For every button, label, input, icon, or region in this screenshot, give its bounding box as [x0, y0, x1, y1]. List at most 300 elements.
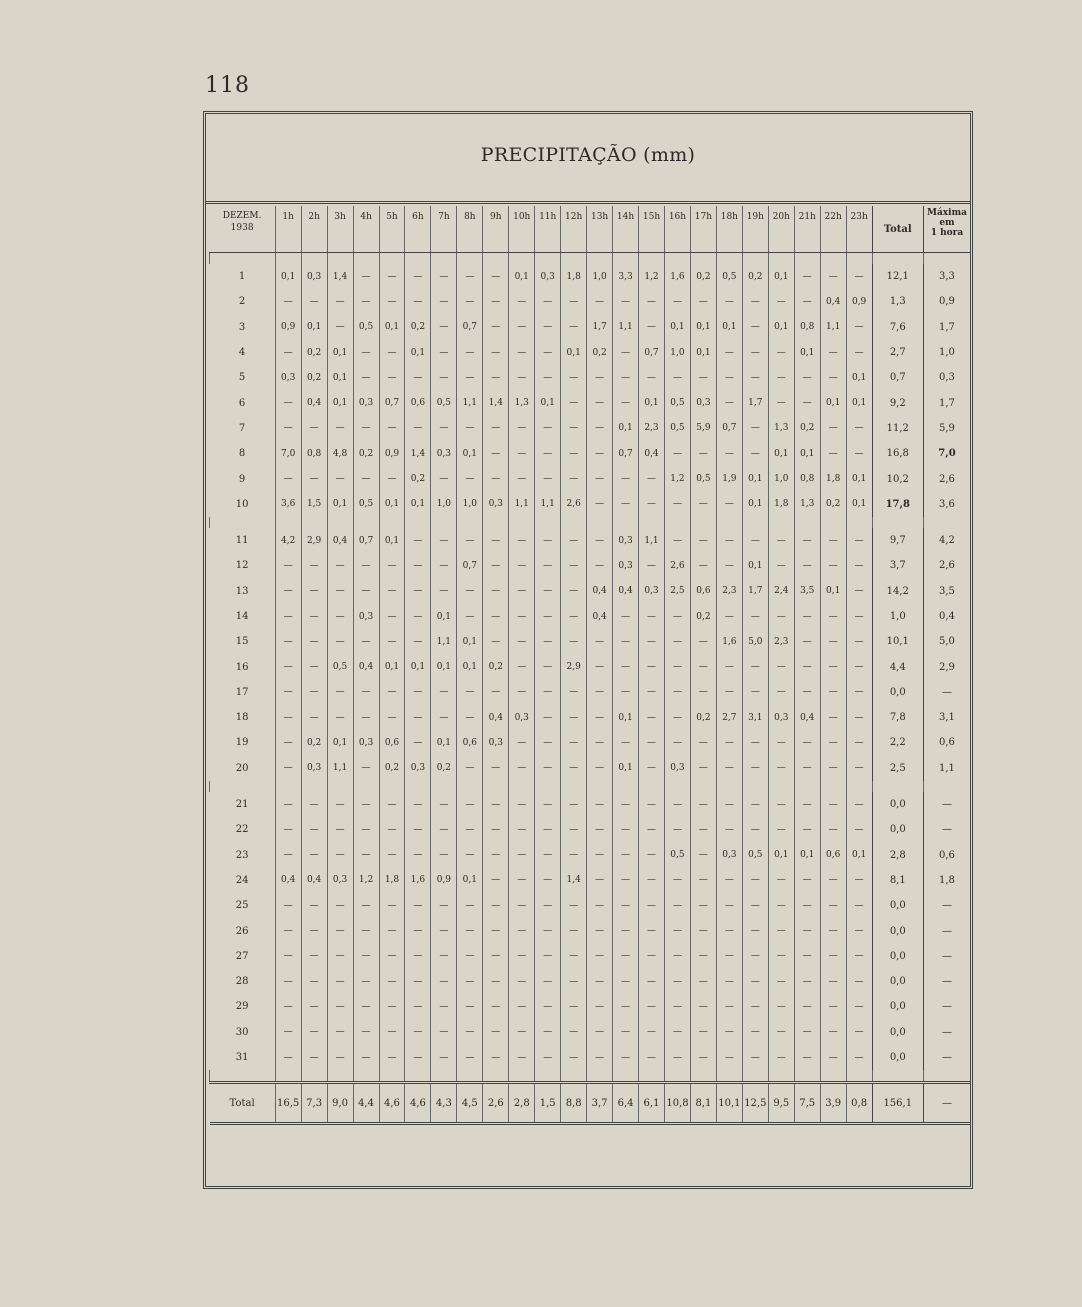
value-cell: 0,3	[613, 553, 639, 578]
value-cell: —	[794, 817, 820, 842]
value-cell: —	[431, 918, 457, 943]
value-cell: —	[587, 756, 613, 781]
row-max-cell: 2,9	[923, 654, 970, 679]
value-cell: 0,3	[690, 390, 716, 415]
value-cell: —	[716, 289, 742, 314]
row-total-cell: 0,0	[872, 1020, 923, 1045]
value-cell: —	[353, 466, 379, 491]
value-cell: —	[820, 680, 846, 705]
value-cell: 2,4	[768, 579, 794, 604]
day-cell: 28	[235, 976, 249, 988]
value-cell: —	[379, 843, 405, 868]
value-cell: —	[327, 553, 353, 578]
value-cell: —	[768, 340, 794, 365]
value-cell: 0,1	[327, 340, 353, 365]
spacer-cell	[742, 253, 768, 265]
day-cell: 6	[238, 397, 246, 409]
value-cell: —	[613, 492, 639, 517]
value-cell: 0,6	[690, 579, 716, 604]
value-cell: —	[716, 730, 742, 755]
value-cell: —	[664, 365, 690, 390]
value-cell: 0,1	[613, 705, 639, 730]
value-cell: —	[457, 365, 483, 390]
value-cell: —	[664, 868, 690, 893]
value-cell: —	[690, 553, 716, 578]
value-cell: —	[509, 843, 535, 868]
total-header: Total	[872, 206, 923, 253]
value-cell: —	[846, 553, 872, 578]
value-cell: —	[483, 315, 509, 340]
value-cell: —	[431, 944, 457, 969]
day-cell: 22	[235, 824, 249, 836]
value-cell: 0,4	[587, 579, 613, 604]
value-cell: —	[509, 792, 535, 817]
value-cell: —	[509, 680, 535, 705]
value-cell: —	[379, 289, 405, 314]
value-cell: —	[405, 264, 431, 289]
value-cell: —	[457, 843, 483, 868]
value-cell: —	[587, 792, 613, 817]
value-cell: 0,1	[716, 315, 742, 340]
value-cell: —	[457, 1045, 483, 1070]
hour-total-cell: 16,5	[275, 1083, 301, 1124]
row-max-cell: 0,9	[923, 289, 970, 314]
value-cell: —	[483, 604, 509, 629]
value-cell: 0,5	[353, 315, 379, 340]
value-cell: —	[820, 654, 846, 679]
spacer-cell	[353, 517, 379, 528]
spacer-cell	[210, 517, 276, 528]
value-cell: —	[690, 969, 716, 994]
hour-total-cell: 2,6	[483, 1083, 509, 1124]
value-cell: 0,1	[379, 528, 405, 553]
hour-header-15: 15h	[639, 206, 665, 253]
value-cell: —	[535, 416, 561, 441]
value-cell: —	[742, 756, 768, 781]
value-cell: —	[483, 843, 509, 868]
value-cell: —	[742, 604, 768, 629]
value-cell: —	[639, 792, 665, 817]
value-cell: —	[301, 1020, 327, 1045]
value-cell: —	[768, 756, 794, 781]
value-cell: —	[483, 994, 509, 1019]
value-cell: —	[509, 553, 535, 578]
value-cell: —	[587, 680, 613, 705]
value-cell: 1,7	[742, 390, 768, 415]
value-cell: —	[742, 969, 768, 994]
value-cell: 0,1	[379, 654, 405, 679]
max-header-line-3: 1 hora	[930, 228, 964, 238]
value-cell: 0,5	[431, 390, 457, 415]
value-cell: —	[794, 730, 820, 755]
hour-total-cell: 6,4	[613, 1083, 639, 1124]
value-cell: —	[846, 944, 872, 969]
value-cell: —	[587, 365, 613, 390]
value-cell: —	[275, 466, 301, 491]
spacer-cell	[327, 1070, 353, 1083]
spacer-cell	[327, 781, 353, 792]
value-cell: —	[742, 441, 768, 466]
hour-header-3: 3h	[327, 206, 353, 253]
value-cell: 2,7	[716, 705, 742, 730]
value-cell: 0,2	[405, 466, 431, 491]
spacer-cell	[587, 1070, 613, 1083]
max-header-line-1: Máxima	[926, 208, 967, 218]
value-cell: —	[275, 994, 301, 1019]
hour-header-7: 7h	[431, 206, 457, 253]
value-cell: —	[483, 264, 509, 289]
value-cell: —	[664, 817, 690, 842]
value-cell: —	[716, 817, 742, 842]
value-cell: —	[301, 944, 327, 969]
row-max-cell: 5,0	[923, 629, 970, 654]
spacer-cell	[457, 253, 483, 265]
value-cell: 0,1	[846, 365, 872, 390]
value-cell: —	[379, 604, 405, 629]
spacer-cell	[535, 253, 561, 265]
value-cell: 0,1	[846, 492, 872, 517]
value-cell: —	[846, 730, 872, 755]
spacer-cell	[639, 1070, 665, 1083]
value-cell: —	[664, 629, 690, 654]
value-cell: 0,3	[535, 264, 561, 289]
table-row	[210, 390, 971, 415]
spacer-cell	[405, 1070, 431, 1083]
row-max-cell: 1,1	[923, 756, 970, 781]
row-max-cell: 2,6	[923, 466, 970, 491]
spacer-cell	[639, 781, 665, 792]
value-cell: —	[275, 817, 301, 842]
value-cell: 0,1	[690, 340, 716, 365]
row-total-cell: 1,0	[872, 604, 923, 629]
table-row	[210, 944, 971, 969]
row-max-cell: 1,0	[923, 340, 970, 365]
value-cell: —	[690, 893, 716, 918]
hour-total-cell: 3,9	[820, 1083, 846, 1124]
value-cell: —	[405, 792, 431, 817]
value-cell: 0,1	[742, 466, 768, 491]
spacer-cell	[794, 1070, 820, 1083]
value-cell: 0,7	[639, 340, 665, 365]
value-cell: —	[431, 817, 457, 842]
table-row	[210, 756, 971, 781]
value-cell: —	[483, 944, 509, 969]
value-cell: 1,1	[509, 492, 535, 517]
spacer-cell	[405, 517, 431, 528]
row-max-cell: 2,6	[923, 553, 970, 578]
value-cell: —	[794, 553, 820, 578]
value-cell: —	[405, 629, 431, 654]
value-cell: 0,1	[820, 579, 846, 604]
value-cell: —	[431, 289, 457, 314]
row-total-cell: 9,7	[872, 528, 923, 553]
spacer-cell	[275, 253, 301, 265]
value-cell: 4,8	[327, 441, 353, 466]
value-cell: —	[483, 416, 509, 441]
spacer-cell	[210, 781, 276, 792]
value-cell: 1,7	[587, 315, 613, 340]
value-cell: —	[457, 579, 483, 604]
row-max-cell: 1,7	[923, 315, 970, 340]
value-cell: 0,1	[768, 315, 794, 340]
value-cell: —	[613, 466, 639, 491]
value-cell: —	[639, 492, 665, 517]
spacer-cell	[587, 517, 613, 528]
value-cell: —	[690, 918, 716, 943]
year-label: 1938	[230, 223, 254, 233]
hour-total-cell: 0,8	[846, 1083, 872, 1124]
row-total-cell: 2,5	[872, 756, 923, 781]
value-cell: 0,1	[846, 843, 872, 868]
row-total-cell: 9,2	[872, 390, 923, 415]
hour-header-19: 19h	[742, 206, 768, 253]
value-cell: —	[561, 918, 587, 943]
value-cell: —	[431, 528, 457, 553]
value-cell: 0,2	[742, 264, 768, 289]
hour-total-cell: 9,0	[327, 1083, 353, 1124]
value-cell: —	[405, 730, 431, 755]
value-cell: 0,5	[664, 390, 690, 415]
value-cell: —	[846, 918, 872, 943]
row-total-cell: 8,1	[872, 868, 923, 893]
value-cell: —	[405, 416, 431, 441]
value-cell: 0,9	[846, 289, 872, 314]
value-cell: —	[431, 315, 457, 340]
value-cell: —	[561, 1020, 587, 1045]
value-cell: —	[353, 817, 379, 842]
row-total-cell: 7,6	[872, 315, 923, 340]
spacer-cell	[509, 1070, 535, 1083]
day-cell: 13	[235, 585, 249, 597]
value-cell: 1,1	[820, 315, 846, 340]
value-cell: —	[301, 792, 327, 817]
value-cell: —	[379, 792, 405, 817]
value-cell: 0,4	[587, 604, 613, 629]
row-total-cell: 0,0	[872, 817, 923, 842]
value-cell: —	[483, 969, 509, 994]
value-cell: —	[405, 918, 431, 943]
value-cell: —	[535, 756, 561, 781]
day-cell: 9	[238, 473, 246, 485]
value-cell: —	[768, 553, 794, 578]
value-cell: —	[690, 817, 716, 842]
value-cell: —	[613, 843, 639, 868]
value-cell: —	[794, 868, 820, 893]
value-cell: —	[327, 817, 353, 842]
spacer-cell	[509, 517, 535, 528]
value-cell: 0,1	[457, 868, 483, 893]
value-cell: —	[275, 730, 301, 755]
spacer-cell	[664, 517, 690, 528]
value-cell: —	[561, 579, 587, 604]
value-cell: —	[690, 365, 716, 390]
value-cell: —	[535, 604, 561, 629]
spacer-cell	[327, 253, 353, 265]
spacer-cell	[405, 781, 431, 792]
value-cell: 0,5	[664, 843, 690, 868]
value-cell: —	[664, 528, 690, 553]
hour-total-cell: 9,5	[768, 1083, 794, 1124]
spacer-cell	[664, 1070, 690, 1083]
value-cell: —	[690, 680, 716, 705]
value-cell: —	[794, 629, 820, 654]
value-cell: 0,5	[327, 654, 353, 679]
value-cell: —	[820, 705, 846, 730]
hour-header-9: 9h	[483, 206, 509, 253]
value-cell: 2,6	[664, 553, 690, 578]
row-total-cell: 0,7	[872, 365, 923, 390]
value-cell: —	[431, 893, 457, 918]
value-cell: —	[457, 289, 483, 314]
value-cell: —	[664, 918, 690, 943]
value-cell: —	[639, 994, 665, 1019]
spacer-cell	[639, 517, 665, 528]
day-cell: 7	[238, 422, 246, 434]
value-cell: —	[846, 416, 872, 441]
value-cell: —	[275, 654, 301, 679]
value-cell: —	[431, 365, 457, 390]
value-cell: —	[716, 528, 742, 553]
value-cell: —	[639, 680, 665, 705]
value-cell: 0,6	[379, 730, 405, 755]
value-cell: 0,1	[379, 315, 405, 340]
value-cell: —	[690, 843, 716, 868]
spacer-cell	[923, 253, 970, 265]
value-cell: —	[379, 944, 405, 969]
value-cell: —	[561, 680, 587, 705]
row-total-cell: 10,2	[872, 466, 923, 491]
spacer-cell	[923, 1070, 970, 1083]
value-cell: —	[561, 994, 587, 1019]
table-row	[210, 553, 971, 578]
value-cell: 0,1	[846, 466, 872, 491]
value-cell: —	[587, 1020, 613, 1045]
value-cell: 1,4	[327, 264, 353, 289]
value-cell: 3,3	[613, 264, 639, 289]
value-cell: —	[353, 1020, 379, 1045]
value-cell: —	[509, 654, 535, 679]
value-cell: —	[613, 944, 639, 969]
spacer-cell	[301, 1070, 327, 1083]
header-row	[210, 206, 971, 253]
hour-total-cell: 3,7	[587, 1083, 613, 1124]
value-cell: —	[353, 340, 379, 365]
value-cell: —	[353, 918, 379, 943]
row-total-cell: 0,0	[872, 969, 923, 994]
value-cell: —	[509, 944, 535, 969]
value-cell: 0,2	[483, 654, 509, 679]
value-cell: —	[405, 553, 431, 578]
value-cell: —	[613, 868, 639, 893]
spacer-cell	[535, 1070, 561, 1083]
value-cell: —	[846, 1020, 872, 1045]
hour-header-6: 6h	[405, 206, 431, 253]
value-cell: —	[664, 441, 690, 466]
value-cell: —	[768, 365, 794, 390]
value-cell: —	[561, 416, 587, 441]
hour-total-cell: 4,3	[431, 1083, 457, 1124]
spacer-cell	[768, 781, 794, 792]
value-cell: —	[613, 604, 639, 629]
value-cell: —	[301, 466, 327, 491]
value-cell: 0,4	[820, 289, 846, 314]
row-total-cell: 1,3	[872, 289, 923, 314]
value-cell: —	[457, 944, 483, 969]
value-cell: —	[846, 868, 872, 893]
spacer-cell	[716, 1070, 742, 1083]
value-cell: —	[431, 1045, 457, 1070]
value-cell: —	[794, 654, 820, 679]
value-cell: —	[379, 553, 405, 578]
hour-header-5: 5h	[379, 206, 405, 253]
value-cell: —	[535, 315, 561, 340]
hour-header-10: 10h	[509, 206, 535, 253]
value-cell: —	[561, 817, 587, 842]
value-cell: —	[587, 466, 613, 491]
value-cell: 0,2	[690, 705, 716, 730]
spacer-cell	[275, 517, 301, 528]
row-total-cell: 2,8	[872, 843, 923, 868]
value-cell: —	[664, 680, 690, 705]
value-cell: —	[379, 817, 405, 842]
spacer-cell	[923, 517, 970, 528]
value-cell: —	[353, 579, 379, 604]
value-cell: 0,6	[405, 390, 431, 415]
value-cell: —	[716, 893, 742, 918]
value-cell: —	[483, 441, 509, 466]
spacer-cell	[457, 1070, 483, 1083]
value-cell: 0,4	[327, 528, 353, 553]
value-cell: —	[379, 893, 405, 918]
value-cell: —	[820, 944, 846, 969]
spacer-cell	[379, 1070, 405, 1083]
hour-header-2: 2h	[301, 206, 327, 253]
value-cell: —	[846, 579, 872, 604]
value-cell: 1,2	[353, 868, 379, 893]
value-cell: —	[846, 264, 872, 289]
value-cell: 5,0	[742, 629, 768, 654]
spacer-cell	[587, 781, 613, 792]
spacer-cell	[379, 781, 405, 792]
value-cell: —	[664, 604, 690, 629]
value-cell: —	[301, 553, 327, 578]
value-cell: —	[690, 868, 716, 893]
value-cell: —	[327, 893, 353, 918]
page-number: 118	[205, 73, 250, 98]
value-cell: —	[742, 918, 768, 943]
value-cell: —	[794, 289, 820, 314]
grand-total-cell: 156,1	[872, 1083, 923, 1124]
value-cell: —	[794, 994, 820, 1019]
value-cell: —	[716, 868, 742, 893]
spacer-cell	[664, 253, 690, 265]
value-cell: 0,7	[379, 390, 405, 415]
value-cell: —	[820, 730, 846, 755]
hour-header-18: 18h	[716, 206, 742, 253]
value-cell: —	[820, 756, 846, 781]
table-row	[210, 365, 971, 390]
value-cell: —	[639, 365, 665, 390]
value-cell: —	[613, 340, 639, 365]
spacer-row	[210, 781, 971, 792]
value-cell: —	[379, 416, 405, 441]
value-cell: —	[768, 680, 794, 705]
value-cell: —	[716, 1045, 742, 1070]
value-cell: —	[301, 918, 327, 943]
value-cell: —	[768, 994, 794, 1019]
spacer-cell	[872, 517, 923, 528]
value-cell: 0,8	[794, 466, 820, 491]
